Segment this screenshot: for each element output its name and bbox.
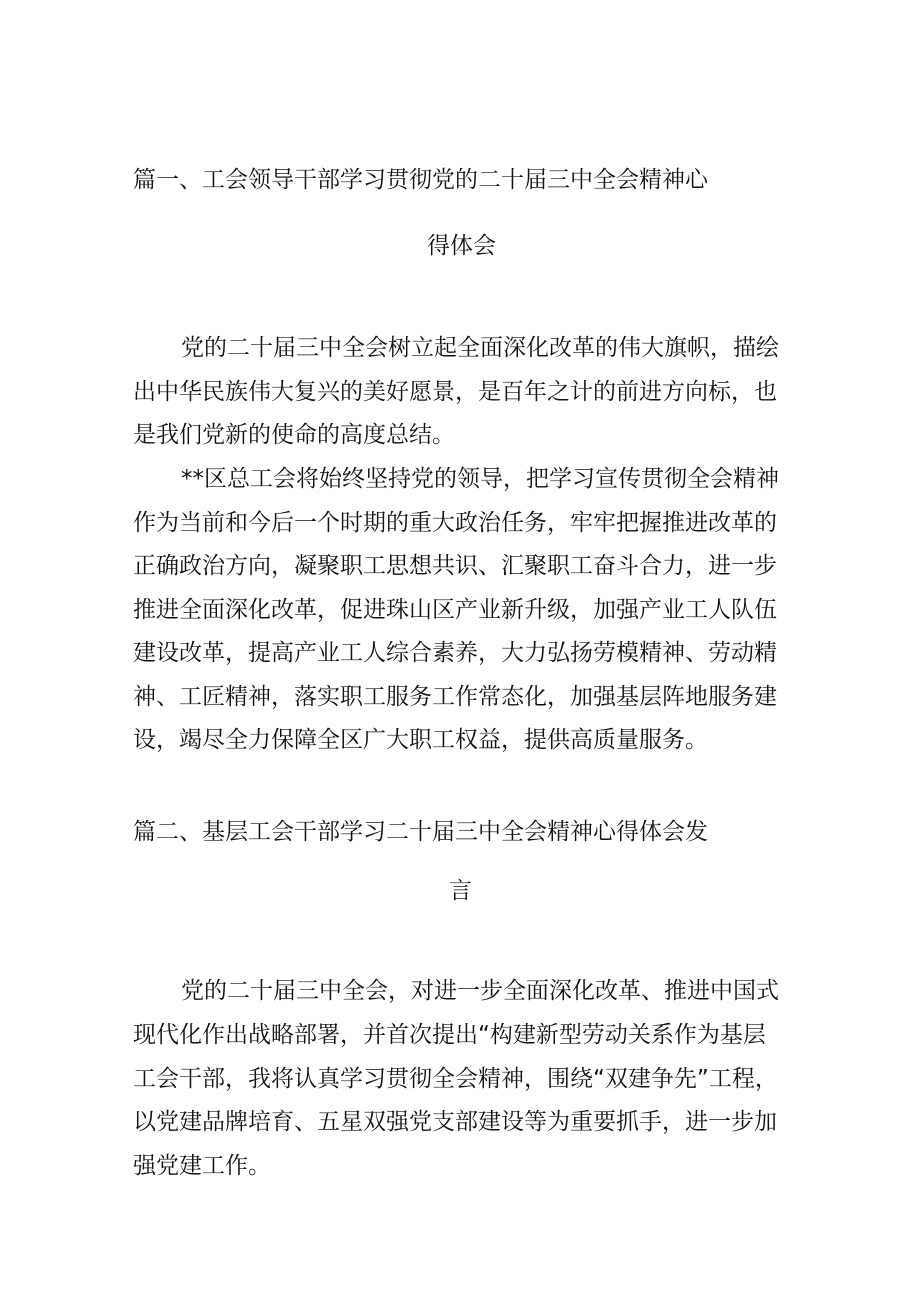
section2-paragraph1-line2: 现代化作出战略部署，并首次提出“构建新型劳动关系作为基层: [133, 1022, 766, 1048]
section1-paragraph2-line4: 推进全面深化改革，促进珠山区产业新升级，加强产业工人队伍: [133, 597, 777, 623]
section2-paragraph1-line3: 工会干部，我将认真学习贯彻全会精神，围绕“双建争先”工程，: [133, 1066, 778, 1092]
section1-paragraph1-line2: 出中华民族伟大复兴的美好愿景，是百年之计的前进方向标，也: [133, 379, 777, 405]
section1-paragraph2-line6: 神、工匠精神，落实职工服务工作常态化，加强基层阵地服务建: [133, 684, 777, 710]
section2-paragraph1-line4: 以党建品牌培育、五星双强党支部建设等为重要抓手，进一步加: [133, 1109, 777, 1135]
section1-paragraph2-line7: 设，竭尽全力保障全区广大职工权益，提供高质量服务。: [133, 727, 708, 753]
section1-paragraph2-line3: 正确政治方向，凝聚职工思想共识、汇聚职工奋斗合力，进一步: [133, 553, 777, 579]
section1-paragraph2-line2: 作为当前和今后一个时期的重大政治任务，牢牢把握推进改革的: [133, 510, 777, 536]
section1-paragraph2-line1: **区总工会将始终坚持党的领导，把学习宣传贯彻全会精神: [181, 466, 779, 492]
section1-paragraph1-line1: 党的二十届三中全会树立起全面深化改革的伟大旗帜，描绘: [181, 335, 779, 361]
section1-paragraph2-line5: 建设改革，提高产业工人综合素养，大力弘扬劳模精神、劳动精: [133, 640, 777, 666]
section2-title-continued: 言: [449, 878, 472, 904]
section2-paragraph1-line1: 党的二十届三中全会，对进一步全面深化改革、推进中国式: [181, 978, 779, 1004]
section2-title: 篇二、基层工会干部学习二十届三中全会精神心得体会发: [133, 819, 708, 845]
section2-paragraph1-line5: 强党建工作。: [133, 1153, 271, 1179]
section1-title: 篇一、工会领导干部学习贯彻党的二十届三中全会精神心: [133, 167, 708, 193]
section1-paragraph1-line3: 是我们党新的使命的高度总结。: [133, 422, 455, 448]
section1-title-continued: 得体会: [427, 233, 496, 259]
